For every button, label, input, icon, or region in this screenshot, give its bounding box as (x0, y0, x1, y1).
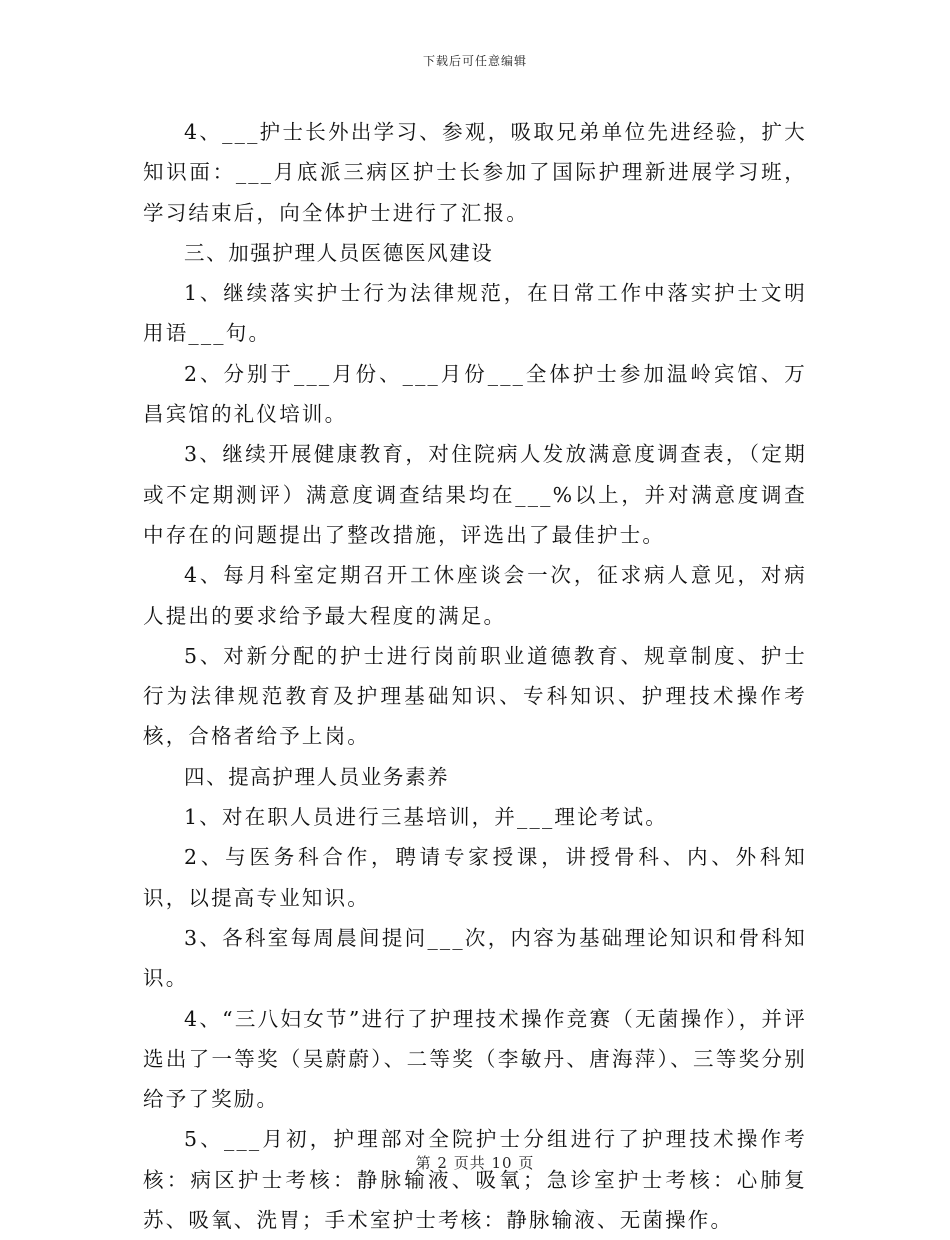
paragraph-item-5-new-staff: 5、对新分配的护士进行岗前职业道德教育、规章制度、护士行为法律规范教育及护理基础知识、专科知识、护理技术操作考核，合格者给予上岗。 (143, 643, 807, 749)
section-heading-ethics: 三、加强护理人员医德医风建设 (184, 240, 494, 265)
paragraph-item-4-study-tour: 4、___护士长外出学习、参观，吸取兄弟单位先进经验，扩大知识面：___月底派三病区护士长参加了国际护理新进展学习班，学习结束后，向全体护士进行了汇报。 (143, 120, 807, 225)
paragraph-item-1-conduct: 1、继续落实护士行为法律规范，在日常工作中落实护士文明用语___句。 (143, 281, 807, 346)
paragraph-item-5-assessment: 5、___月初，护理部对全院护士分组进行了护理技术操作考核：病区护士考核：静脉输液、吸氧；急诊室护士考核：心肺复苏、吸氧、洗胃；手术室护士考核：静脉输液、无菌操作。 (143, 1127, 807, 1233)
section-heading-skills: 四、提高护理人员业务素养 (184, 764, 450, 789)
page-number-footer: 第 2 页共 10 页 (415, 1154, 535, 1172)
document-body (143, 112, 807, 1240)
paragraph-item-3-health-education: 3、继续开展健康教育，对住院病人发放满意度调查表，（定期或不定期测评）满意度调查结果均在___%以上，并对满意度调查中存在的问题提出了整改措施，评选出了最佳护士。 (143, 442, 807, 547)
paragraph-item-4-competition: 4、“三八妇女节”进行了护理技术操作竞赛（无菌操作），并评选出了一等奖（吴蔚蔚）、二等奖（李敏丹、唐海萍）、三等奖分别给予了奖励。 (143, 1006, 807, 1112)
paragraph-item-2-lectures: 2、与医务科合作，聘请专家授课，讲授骨科、内、外科知识，以提高专业知识。 (143, 845, 807, 910)
paragraph-item-4-forum: 4、每月科室定期召开工休座谈会一次，征求病人意见，对病人提出的要求给予最大程度的满足。 (143, 563, 807, 628)
paragraph-item-3-morning-quiz: 3、各科室每周晨间提问___次，内容为基础理论知识和骨科知识。 (143, 925, 807, 991)
paragraph-item-2-etiquette: 2、分别于___月份、___月份___全体护士参加温岭宾馆、万昌宾馆的礼仪培训。 (143, 361, 807, 427)
page-header-note: 下载后可任意编辑 (422, 54, 527, 68)
paragraph-item-1-training: 1、对在职人员进行三基培训，并___理论考试。 (184, 805, 668, 830)
